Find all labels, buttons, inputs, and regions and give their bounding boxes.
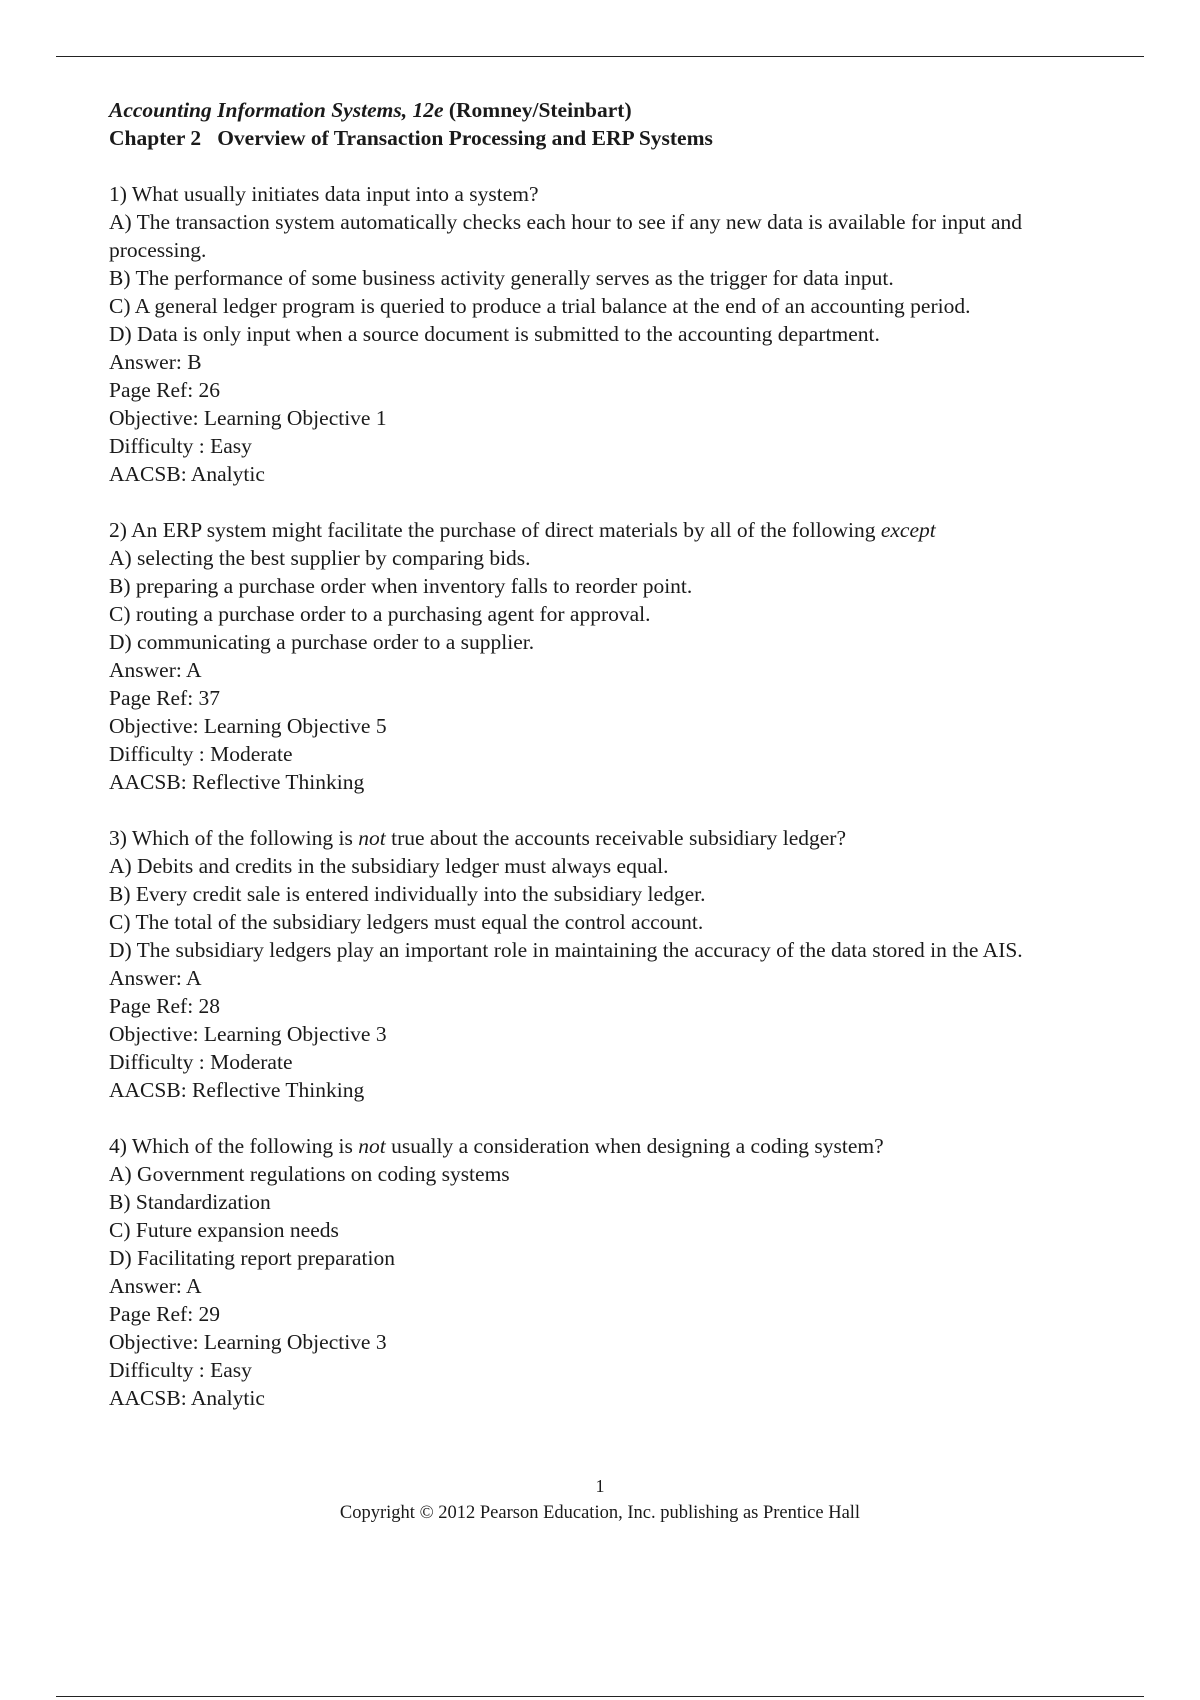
option-a: A) selecting the best supplier by comparing bids. [109, 546, 531, 570]
copyright-notice: Copyright © 2012 Pearson Education, Inc. publishing as Prentice Hall [339, 1503, 861, 1523]
question-3 [109, 824, 1109, 1104]
question-stem [109, 824, 1109, 852]
answer: Answer: A [109, 658, 202, 682]
question-number: 3) [109, 826, 127, 850]
question-stem [109, 1132, 1109, 1160]
objective: Objective: Learning Objective 1 [109, 406, 387, 430]
chapter-label: Chapter 2 [109, 126, 202, 150]
bottom-rule [56, 1696, 1144, 1697]
book-authors: (Romney/Steinbart) [448, 98, 632, 122]
aacsb: AACSB: Reflective Thinking [109, 1078, 365, 1102]
book-title: Accounting Information Systems, 12e [109, 98, 444, 122]
difficulty: Difficulty : Easy [109, 434, 252, 458]
answer: Answer: B [109, 350, 202, 374]
objective: Objective: Learning Objective 5 [109, 714, 387, 738]
chapter-header [109, 124, 1109, 152]
page-ref: Page Ref: 28 [109, 994, 221, 1018]
stem-emphasis: not [358, 826, 386, 850]
question-1 [109, 180, 1109, 488]
option-c: C) The total of the subsidiary ledgers must equal the control account. [109, 910, 704, 934]
stem-text-after: true about the accounts receivable subsidiary ledger? [385, 826, 846, 850]
option-c: C) Future expansion needs [109, 1218, 339, 1242]
stem-text: What usually initiates data input into a system? [131, 182, 539, 206]
objective: Objective: Learning Objective 3 [109, 1330, 387, 1354]
option-a: A) The transaction system automatically checks each hour to see if any new data is available for input and processing. [109, 210, 1023, 262]
answer: Answer: A [109, 1274, 202, 1298]
stem-text-after: usually a consideration when designing a coding system? [385, 1134, 884, 1158]
answer: Answer: A [109, 966, 202, 990]
page-ref: Page Ref: 37 [109, 686, 221, 710]
question-2 [109, 516, 1109, 796]
question-4 [109, 1132, 1109, 1412]
top-rule [56, 56, 1144, 57]
option-b: B) Standardization [109, 1190, 271, 1214]
stem-emphasis: except [880, 518, 936, 542]
question-list [109, 180, 1109, 1412]
question-number: 4) [109, 1134, 127, 1158]
option-b: B) The performance of some business activity generally serves as the trigger for data input. [109, 266, 894, 290]
book-header [109, 96, 1109, 124]
page-number: 1 [595, 1476, 605, 1496]
chapter-title: Overview of Transaction Processing and ERP Systems [217, 126, 713, 150]
page-ref: Page Ref: 29 [109, 1302, 221, 1326]
option-c: C) routing a purchase order to a purchasing agent for approval. [109, 602, 651, 626]
option-a: A) Government regulations on coding systems [109, 1162, 510, 1186]
option-d: D) Facilitating report preparation [109, 1246, 395, 1270]
stem-text: An ERP system might facilitate the purchase of direct materials by all of the following [131, 518, 881, 542]
question-stem [109, 180, 1109, 208]
stem-text: Which of the following is [131, 826, 359, 850]
option-d: D) Data is only input when a source document is submitted to the accounting department. [109, 322, 880, 346]
option-b: B) preparing a purchase order when inventory falls to reorder point. [109, 574, 693, 598]
option-c: C) A general ledger program is queried to produce a trial balance at the end of an accounting period. [109, 294, 971, 318]
option-b: B) Every credit sale is entered individually into the subsidiary ledger. [109, 882, 706, 906]
option-a: A) Debits and credits in the subsidiary ledger must always equal. [109, 854, 669, 878]
option-d: D) The subsidiary ledgers play an important role in maintaining the accuracy of the data stored in the AIS. [109, 938, 1023, 962]
question-number: 1) [109, 182, 127, 206]
aacsb: AACSB: Reflective Thinking [109, 770, 365, 794]
question-number: 2) [109, 518, 127, 542]
stem-emphasis: not [358, 1134, 386, 1158]
difficulty: Difficulty : Easy [109, 1358, 252, 1382]
aacsb: AACSB: Analytic [109, 462, 265, 486]
objective: Objective: Learning Objective 3 [109, 1022, 387, 1046]
aacsb: AACSB: Analytic [109, 1386, 265, 1410]
question-stem [109, 516, 1109, 544]
difficulty: Difficulty : Moderate [109, 1050, 293, 1074]
document-page [109, 96, 1109, 1440]
option-d: D) communicating a purchase order to a supplier. [109, 630, 535, 654]
page-ref: Page Ref: 26 [109, 378, 221, 402]
difficulty: Difficulty : Moderate [109, 742, 293, 766]
stem-text: Which of the following is [131, 1134, 359, 1158]
